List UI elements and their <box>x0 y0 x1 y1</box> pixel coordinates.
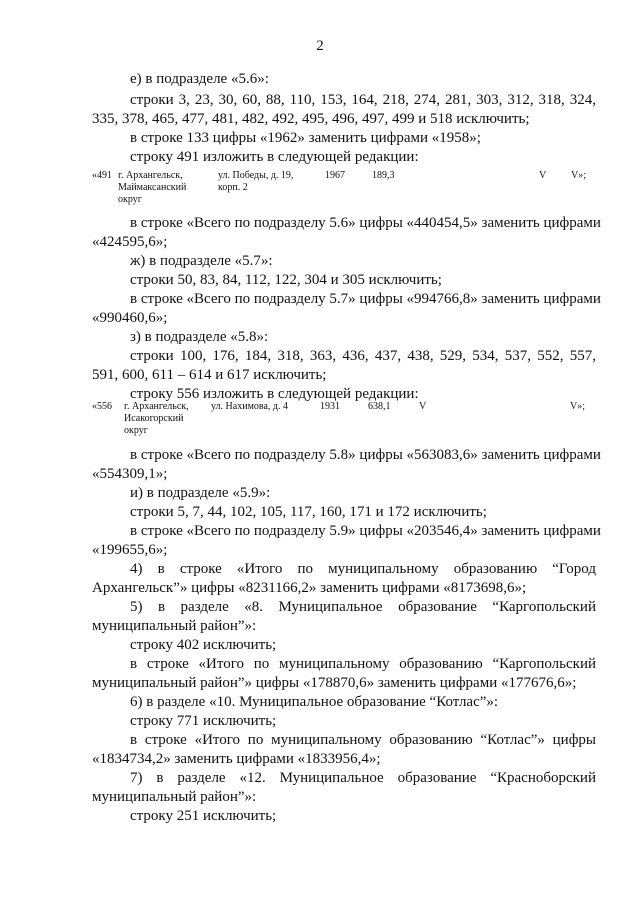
mark-cell: V <box>419 401 427 412</box>
area-cell: 638,1 <box>368 401 391 412</box>
paragraph: строку 251 исключить; <box>130 808 277 824</box>
paragraph: строки 3, 23, 30, 60, 88, 110, 153, 164, 218, 274, 281, 303, 312, 318, 324, <box>130 92 596 108</box>
paragraph: в строке 133 цифры «1962» заменить цифрами «1958»; <box>130 130 481 146</box>
paragraph: и) в подразделе «5.9»: <box>130 485 271 501</box>
paragraph: в строке «Итого по муниципальному образованию “Каргопольский <box>130 656 596 672</box>
paragraph: з) в подразделе «5.8»: <box>130 329 269 345</box>
place-cell: округ <box>118 194 142 205</box>
mark-end-cell: V»; <box>571 170 586 181</box>
paragraph: 6) в разделе «10. Муниципальное образование “Котлас”»: <box>130 694 499 710</box>
paragraph: 4) в строке «Итого по муниципальному образованию “Город <box>130 561 596 577</box>
paragraph: муниципальный район”»: <box>92 618 257 634</box>
paragraph: е) в подразделе «5.6»: <box>130 71 269 87</box>
paragraph: в строке «Всего по подразделу 5.6» цифры «440454,5» заменить цифрами <box>130 215 601 231</box>
paragraph: строку 402 исключить; <box>130 637 277 653</box>
place-cell: Маймаксанский <box>118 182 187 193</box>
paragraph: «554309,1»; <box>92 466 168 482</box>
place-cell: г. Архангельск, <box>118 170 183 181</box>
paragraph: в строке «Итого по муниципальному образованию “Котлас”» цифры <box>130 732 596 748</box>
place-cell: г. Архангельск, <box>124 401 189 412</box>
paragraph: в строке «Всего по подразделу 5.7» цифры «994766,8» заменить цифрами <box>130 291 601 307</box>
paragraph: Архангельск”» цифры «8231166,2» заменить цифрами «8173698,6»; <box>92 580 527 596</box>
place-cell: Исакогорский <box>124 413 184 424</box>
paragraph: «990460,6»; <box>92 310 168 326</box>
paragraph: строку 556 изложить в следующей редакции: <box>130 386 419 402</box>
paragraph: в строке «Всего по подразделу 5.9» цифры «203546,4» заменить цифрами <box>130 523 601 539</box>
paragraph: строки 100, 176, 184, 318, 363, 436, 437, 438, 529, 534, 537, 552, 557, <box>130 348 596 364</box>
paragraph: ж) в подразделе «5.7»: <box>130 253 273 269</box>
paragraph: 335, 378, 465, 477, 481, 482, 492, 495, 496, 497, 499 и 518 исключить; <box>92 111 530 127</box>
place-cell: округ <box>124 425 148 436</box>
paragraph: «1834734,2» заменить цифрами «1833956,4»; <box>92 751 381 767</box>
page-number: 2 <box>316 38 324 54</box>
paragraph: 7) в разделе «12. Муниципальное образование “Красноборский <box>130 770 596 786</box>
paragraph: в строке «Всего по подразделу 5.8» цифры «563083,6» заменить цифрами <box>130 447 601 463</box>
address-cell: ул. Нахимова, д. 4 <box>211 401 289 412</box>
paragraph: строки 5, 7, 44, 102, 105, 117, 160, 171 и 172 исключить; <box>130 504 487 520</box>
paragraph: 591, 600, 611 – 614 и 617 исключить; <box>92 367 327 383</box>
paragraph: 5) в разделе «8. Муниципальное образование “Каргопольский <box>130 599 596 615</box>
paragraph: муниципальный район”»: <box>92 789 257 805</box>
paragraph: «199655,6»; <box>92 542 168 558</box>
paragraph: строку 771 исключить; <box>130 713 277 729</box>
row-number: «491 <box>92 170 112 181</box>
paragraph: строки 50, 83, 84, 112, 122, 304 и 305 исключить; <box>130 272 442 288</box>
paragraph: «424595,6»; <box>92 234 168 250</box>
year-cell: 1967 <box>325 170 345 181</box>
row-number: «556 <box>92 401 112 412</box>
mark-end-cell: V»; <box>570 401 585 412</box>
paragraph: строку 491 изложить в следующей редакции: <box>130 149 419 165</box>
paragraph: муниципальный район”» цифры «178870,6» заменить цифрами «177676,6»; <box>92 675 577 691</box>
year-cell: 1931 <box>320 401 340 412</box>
address-cell: ул. Победы, д. 19, <box>218 170 294 181</box>
mark-cell: V <box>539 170 547 181</box>
address-cell: корп. 2 <box>218 182 248 193</box>
area-cell: 189,3 <box>372 170 395 181</box>
